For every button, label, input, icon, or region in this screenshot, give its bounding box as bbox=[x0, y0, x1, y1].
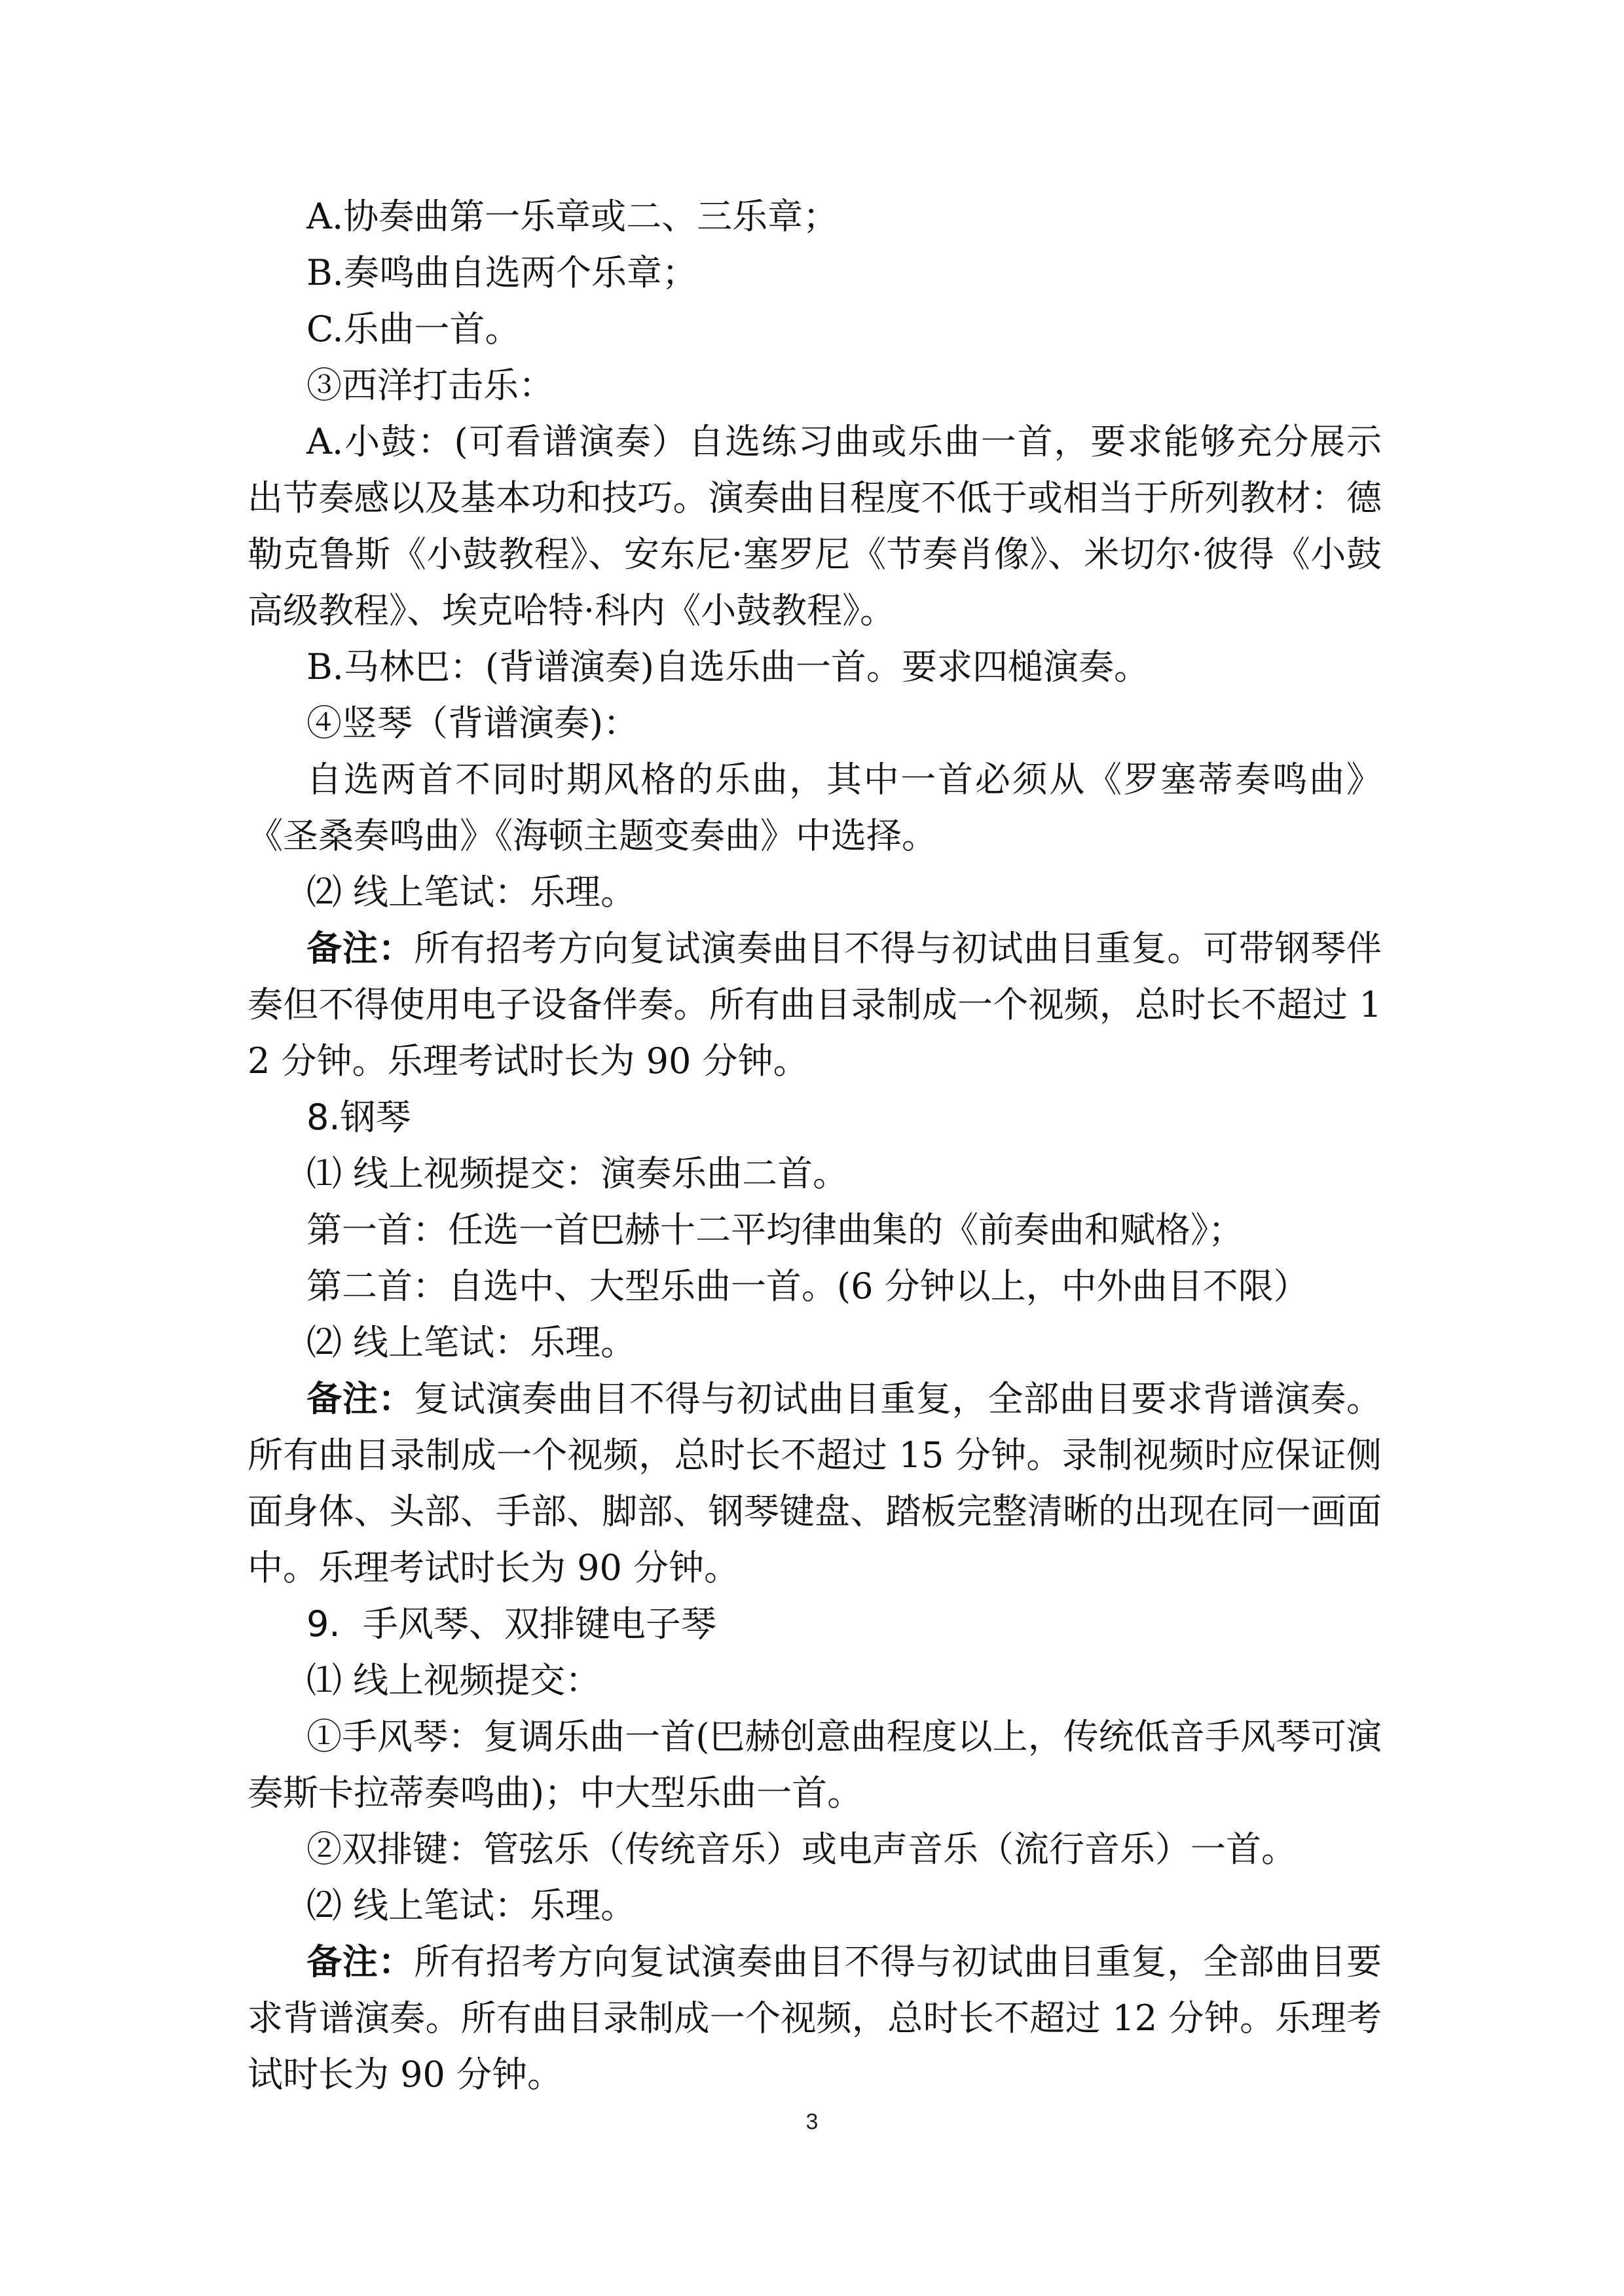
document-body bbox=[248, 189, 1382, 2103]
paragraph-a-concerto: A.协奏曲第一乐章或二、三乐章； bbox=[306, 196, 839, 237]
note-label: 备注： bbox=[306, 928, 415, 969]
paragraph-harp: ④竖琴（背谱演奏)： bbox=[306, 702, 639, 744]
note-text: 所有招考方向复试演奏曲目不得与初试曲目重复，全部曲目要求背谱演奏。所有曲目录制成一个视频，总时长不超过 12 分钟。乐理考试时长为 90 分钟。 bbox=[248, 1941, 1382, 2095]
paragraph-marimba: B.马林巴：(背谱演奏)自选乐曲一首。要求四槌演奏。 bbox=[306, 646, 1149, 687]
paragraph-c-piece: C.乐曲一首。 bbox=[306, 308, 521, 350]
paragraph-written-test-3: ⑵ 线上笔试：乐理。 bbox=[306, 1885, 637, 1926]
page-number: 3 bbox=[805, 2109, 819, 2134]
paragraph-second-piece: 第二首：自选中、大型乐曲一首。(6 分钟以上，中外曲目不限） bbox=[306, 1266, 1309, 1307]
paragraph-harp-repertoire: 自选两首不同时期风格的乐曲，其中一首必须从《罗塞蒂奏鸣曲》《圣桑奏鸣曲》《海顿主题变奏曲》中选择。 bbox=[248, 759, 1382, 856]
paragraph-note-2 bbox=[248, 1371, 1382, 1596]
section-heading-piano: 8.钢琴 bbox=[306, 1097, 411, 1138]
paragraph-note-1 bbox=[248, 920, 1382, 1089]
paragraph-accordion: ①手风琴：复调乐曲一首(巴赫创意曲程度以上，传统低音手风琴可演奏斯卡拉蒂奏鸣曲)；中大型乐曲一首。 bbox=[248, 1716, 1382, 1813]
paragraph-western-percussion: ③西洋打击乐： bbox=[306, 365, 554, 406]
paragraph-video-submission-accordion: ⑴ 线上视频提交： bbox=[306, 1660, 601, 1701]
paragraph-video-submission-piano: ⑴ 线上视频提交：演奏乐曲二首。 bbox=[306, 1153, 849, 1194]
note-text: 所有招考方向复试演奏曲目不得与初试曲目重复。可带钢琴伴奏但不得使用电子设备伴奏。所有曲目录制成一个视频，总时长不超过 12 分钟。乐理考试时长为 90 分钟。 bbox=[248, 928, 1382, 1082]
note-label: 备注： bbox=[306, 1378, 415, 1419]
paragraph-electone: ②双排键：管弦乐（传统音乐）或电声音乐（流行音乐）一首。 bbox=[306, 1829, 1297, 1870]
note-label: 备注： bbox=[306, 1941, 415, 1982]
paragraph-written-test-1: ⑵ 线上笔试：乐理。 bbox=[306, 871, 637, 913]
paragraph-b-sonata: B.奏鸣曲自选两个乐章； bbox=[306, 252, 697, 293]
paragraph-snare-drum: A.小鼓：(可看谱演奏）自选练习曲或乐曲一首，要求能够充分展示出节奏感以及基本功和技巧。演奏曲目程度不低于或相当于所列教材：德勒克鲁斯《小鼓教程》、安东尼·塞罗尼《节奏肖像》、米切尔·彼得《小鼓高级教程》、埃克哈特·科内《小鼓教程》。 bbox=[248, 421, 1382, 631]
section-heading-accordion: 9. 手风琴、双排键电子琴 bbox=[306, 1603, 716, 1645]
paragraph-written-test-2: ⑵ 线上笔试：乐理。 bbox=[306, 1322, 637, 1363]
paragraph-first-piece: 第一首：任选一首巴赫十二平均律曲集的《前奏曲和赋格》； bbox=[306, 1209, 1244, 1250]
paragraph-note-3 bbox=[248, 1934, 1382, 2103]
note-text: 复试演奏曲目不得与初试曲目重复，全部曲目要求背谱演奏。所有曲目录制成一个视频，总时长不超过 15 分钟。录制视频时应保证侧面身体、头部、手部、脚部、钢琴键盘、踏板完整清晰的出现在同一画面中。乐理考试时长为 90 分钟。 bbox=[248, 1378, 1382, 1588]
